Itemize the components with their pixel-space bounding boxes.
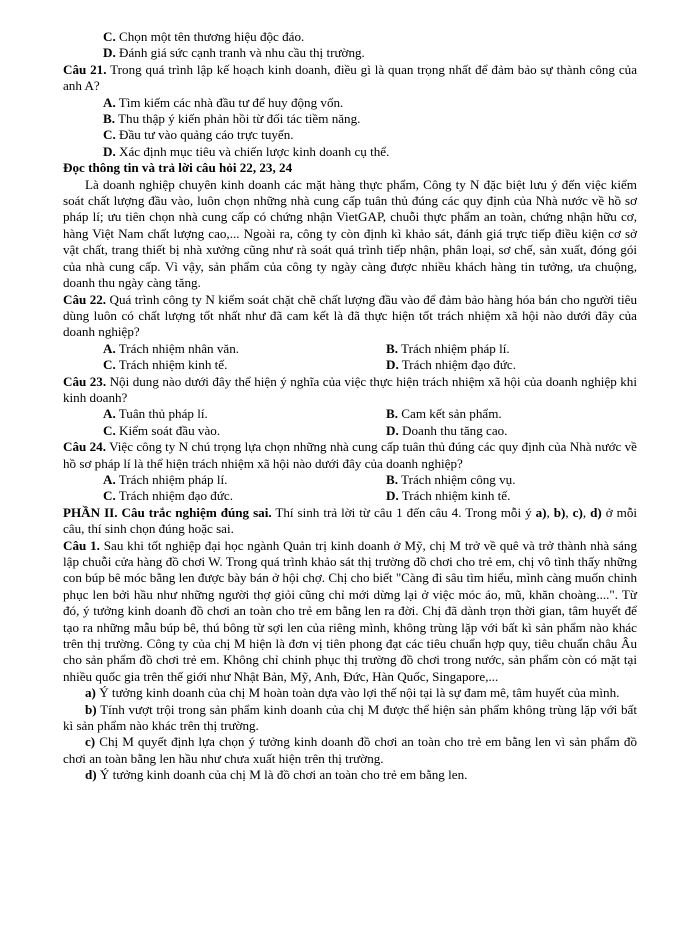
option-letter: B. — [386, 340, 399, 356]
item-letter: d) — [85, 767, 97, 783]
option-text: Trách nhiệm nhân văn. — [115, 340, 240, 356]
option-letter: B. — [103, 111, 116, 127]
q22-options-row-1 — [83, 341, 637, 357]
p2q1-stem — [63, 538, 637, 686]
option-letter: C. — [103, 488, 116, 504]
q24-option-c — [103, 488, 386, 504]
option-letter: D. — [386, 357, 399, 373]
q21-option-c — [83, 127, 637, 143]
p2q1-item-a — [63, 685, 637, 701]
q22-option-d — [386, 357, 637, 373]
question-label: Câu 23. — [63, 373, 107, 389]
q24-option-d — [386, 488, 637, 504]
option-letter: C. — [103, 127, 116, 143]
q20-option-d — [83, 45, 637, 61]
option-letter: D. — [386, 488, 399, 504]
item-a-ref: a) — [535, 504, 547, 520]
sep: , — [546, 504, 554, 520]
question-label: Câu 21. — [63, 61, 107, 77]
option-text: Trách nhiệm kinh tế. — [398, 488, 511, 504]
q24-option-a — [103, 472, 386, 488]
q22-options-row-2 — [83, 357, 637, 373]
option-letter: B. — [386, 406, 399, 422]
option-letter: C. — [103, 422, 116, 438]
item-letter: a) — [85, 685, 96, 701]
item-c-ref: c) — [572, 504, 583, 520]
option-letter: A. — [103, 406, 116, 422]
option-letter: C. — [103, 29, 116, 44]
option-text: Trách nhiệm đạo đức. — [398, 357, 517, 373]
option-text: Kiểm soát đầu vào. — [115, 422, 221, 438]
option-letter: A. — [103, 471, 116, 487]
item-letter: b) — [85, 701, 97, 717]
item-letter: c) — [85, 734, 96, 750]
question-text: Sau khi tốt nghiệp đại học ngành Quản trị kinh doanh ở Mỹ, chị M trở về quê và trở thành nhà sáng lập chuỗi cửa hàng đồ chơi W. Trong quá trình khảo sát thị trường đồ chơi cho trẻ em, chị vô tình thấy những con búp bê móc bằng len được bày bán ở hội chợ. Chị cho biết "Càng đi sâu tìm hiểu, mình càng muốn chinh phục len bởi hầu như những người thợ giỏi cũng chỉ mới dừng lại ở việc móc áo, mũ, khăn choàng....". Từ đó, ý tưởng kinh doanh đồ chơi an toàn cho trẻ em bằng len ra đời. Chị đã dành trọn thời gian, tâm huyết để tạo ra những mẫu búp bê, thú bông từ sợi len của riêng mình, không trùng lặp với bất kì sản phẩm nào khác trên thị trường. Công ty của chị M hiện là đơn vị tiên phong đạt các tiêu chuẩn hợp quy, tiêu chuẩn châu Âu cho sản phẩm đồ chơi trẻ em. Không chỉ chinh phục thị trường đồ chơi trong nước, sản phẩm còn có mặt tại nhiều quốc gia trên thế giới như Nhật Bản, Mỹ, Anh, Đức, Hàn Quốc, Singapore,... — [63, 537, 637, 684]
p2q1-item-c — [63, 734, 637, 767]
question-text: Nội dung nào dưới đây thể hiện ý nghĩa của việc thực hiện trách nhiệm xã hội của doanh nghiệp khi kinh doanh? — [63, 373, 637, 405]
reading-passage: Là doanh nghiệp chuyên kinh doanh các mặt hàng thực phẩm, Công ty N đặc biệt lưu ý đến việc kiểm soát chất lượng đầu vào, luôn chọn những nhà cung cấp tuân thủ đúng các quy định của Nhà nước về hồ sơ pháp lí; ưu tiên chọn nhà cung cấp có chứng nhận VietGAP, chuỗi thực phẩm an toàn, chứng nhận hữu cơ, hàng Việt Nam chất lượng cao,... Ngoài ra, công ty còn định kì khảo sát, đánh giá trực tiếp điều kiện cơ sở vật chất, trang thiết bị nhà xưởng cũng như rà soát quá trình tiếp nhận, phân loại, sơ chế, sản xuất, đóng gói của nhà cung cấp. Vì vậy, sản phẩm của công ty ngày càng được nhiều khách hàng tin tưởng, ưa chuộng, doanh thu ngày càng tăng. — [63, 176, 637, 291]
q22-stem — [63, 292, 637, 341]
part2-title: PHẦN II. Câu trắc nghiệm đúng sai. — [63, 504, 272, 520]
option-letter: B. — [386, 471, 399, 487]
option-text: Trách nhiệm kinh tế. — [115, 357, 228, 373]
part2-heading — [63, 505, 637, 538]
question-label: Câu 1. — [63, 537, 100, 553]
sep: , — [565, 504, 573, 520]
q20-option-c — [83, 29, 637, 45]
q24-options-row-2 — [83, 488, 637, 504]
part2-instr-2: ở mỗi câu, thí sinh chọn đúng hoặc sai. — [63, 504, 638, 537]
q24-option-b — [386, 472, 637, 488]
q23-option-c — [103, 423, 386, 439]
option-text: Đánh giá sức cạnh tranh và nhu cầu thị trường. — [115, 45, 365, 61]
option-letter: A. — [103, 340, 116, 356]
q23-option-a — [103, 406, 386, 422]
option-letter: D. — [103, 45, 116, 61]
option-text: Trách nhiệm công vụ. — [398, 471, 516, 487]
q22-option-a — [103, 341, 386, 357]
question-text: Việc công ty N chú trọng lựa chọn những nhà cung cấp tuân thủ đúng các quy định của Nhà nước về hồ sơ pháp lí là thể hiện trách nhiệm xã hội nào dưới đây của doanh nghiệp? — [63, 439, 637, 471]
sep: , — [582, 504, 591, 520]
q23-stem — [63, 374, 637, 407]
q21-option-d — [83, 144, 637, 160]
q23-options-row-1 — [83, 406, 637, 422]
q24-stem — [63, 439, 637, 472]
reading-heading-text: Đọc thông tin và trả lời câu hỏi 22, 23, 24 — [63, 160, 293, 176]
q22-option-b — [386, 341, 637, 357]
q21-option-a — [83, 95, 637, 111]
p2q1-item-d — [63, 767, 637, 783]
option-letter: A. — [103, 94, 116, 110]
option-letter: D. — [386, 422, 399, 438]
option-letter: C. — [103, 357, 116, 373]
option-text: Xác định mục tiêu và chiến lược kinh doanh cụ thể. — [115, 143, 390, 159]
q23-options-row-2 — [83, 423, 637, 439]
reading-heading — [63, 160, 637, 176]
option-letter: D. — [103, 143, 116, 159]
item-b-ref: b) — [553, 504, 566, 520]
question-label: Câu 24. — [63, 439, 106, 455]
q21-stem — [63, 62, 637, 95]
item-text: Ý tưởng kinh doanh của chị M là đồ chơi an toàn cho trẻ em bằng len. — [96, 767, 468, 783]
part2-instr-1: Thí sinh trả lời từ câu 1 đến câu 4. Trong mỗi ý — [271, 504, 536, 520]
q22-option-c — [103, 357, 386, 373]
question-text: Quá trình công ty N kiểm soát chặt chẽ chất lượng đầu vào để đảm bảo hàng hóa bán cho người tiêu dùng luôn có chất lượng tốt nhất như đã cam kết là đã thực hiện tốt trách nhiệm xã hội nào dưới đây của doanh nghiệp? — [63, 291, 637, 340]
question-text: Trong quá trình lập kế hoạch kinh doanh, điều gì là quan trọng nhất để đảm bảo sự thành công của anh A? — [63, 61, 637, 94]
option-text: Đầu tư vào quảng cáo trực tuyến. — [115, 127, 294, 143]
q21-option-b — [83, 111, 637, 127]
item-text: Ý tưởng kinh doanh của chị M hoàn toàn dựa vào lợi thế nội tại là sự đam mê, tâm huyết của mình. — [95, 685, 620, 701]
option-text: Cam kết sản phẩm. — [398, 406, 502, 422]
question-label: Câu 22. — [63, 291, 107, 307]
q23-option-d — [386, 423, 637, 439]
item-text: Tính vượt trội trong sản phẩm kinh doanh của chị M được thể hiện sản phẩm không trùng lặp với bất kì sản phẩm nào khác trên thị trường. — [63, 701, 637, 734]
option-text: Chọn một tên thương hiệu độc đáo. — [115, 29, 305, 44]
option-text: Trách nhiệm đạo đức. — [115, 488, 234, 504]
option-text: Tuân thủ pháp lí. — [115, 406, 208, 422]
item-text: Chị M quyết định lựa chọn ý tưởng kinh doanh đồ chơi an toàn cho trẻ em bằng len vì sản phẩm đồ chơi an toàn bằng len hầu như chưa xuất hiện trên thị trường. — [63, 734, 637, 766]
p2q1-item-b — [63, 702, 637, 735]
option-text: Trách nhiệm pháp lí. — [115, 471, 228, 487]
q24-options-row-1 — [83, 472, 637, 488]
option-text: Tìm kiếm các nhà đầu tư để huy động vốn. — [115, 94, 344, 110]
option-text: Thu thập ý kiến phản hồi từ đối tác tiềm năng. — [115, 111, 361, 127]
item-d-ref: d) — [590, 504, 602, 520]
option-text: Trách nhiệm pháp lí. — [398, 340, 510, 356]
option-text: Doanh thu tăng cao. — [398, 422, 508, 438]
q23-option-b — [386, 406, 637, 422]
